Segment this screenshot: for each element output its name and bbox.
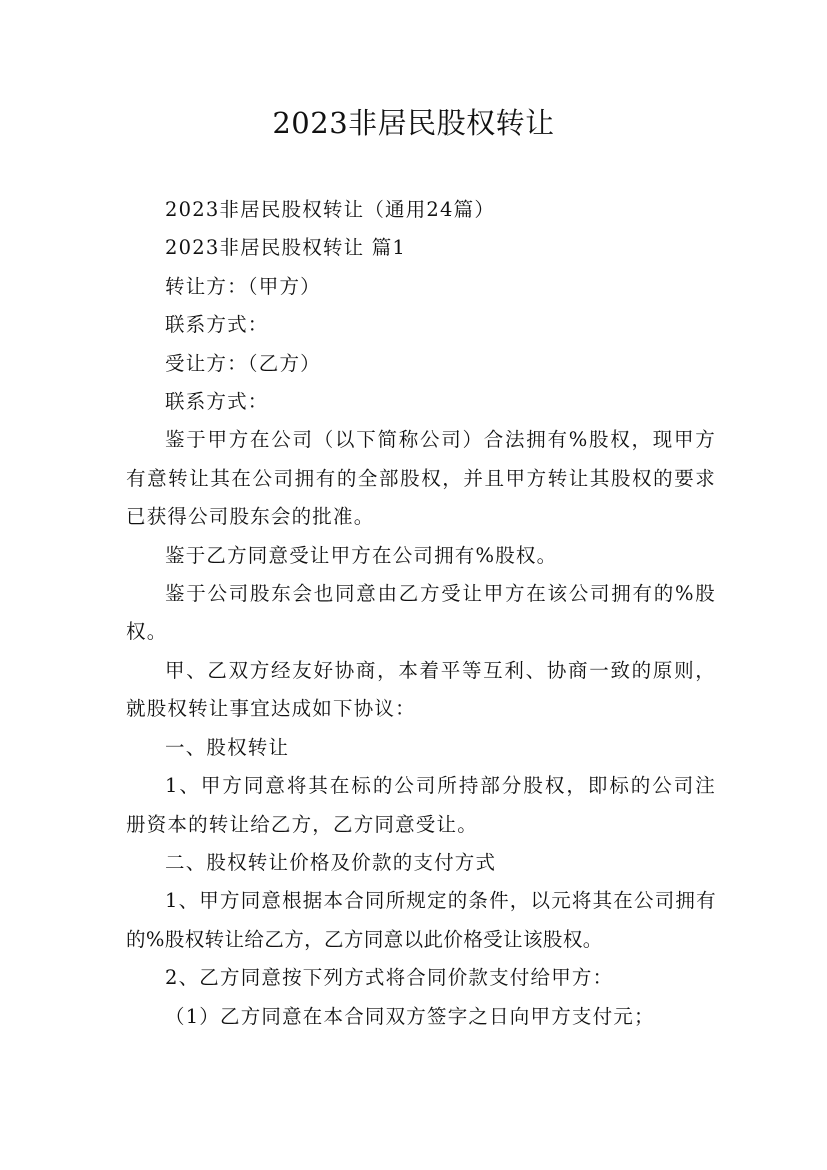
paragraph: 转让方：（甲方） xyxy=(165,274,321,298)
paragraph: 联系方式： xyxy=(165,313,269,337)
paragraph: （1）乙方同意在本合同双方签字之日向甲方支付元； xyxy=(165,1004,655,1028)
document-title: 2023非居民股权转让 xyxy=(272,106,555,140)
paragraph: 一、股权转让 xyxy=(165,735,290,759)
paragraph: 鉴于甲方在公司（以下简称公司）合法拥有%股权，现甲方有意转让其在公司拥有的全部股权，并且甲方转让其股权的要求已获得公司股东会的批准。 xyxy=(126,428,716,529)
paragraph: 2023非居民股权转让 篇1 xyxy=(165,236,407,260)
paragraph: 2、乙方同意按下列方式将合同价款支付给甲方： xyxy=(165,966,614,990)
paragraph: 1、甲方同意将其在标的公司所持部分股权，即标的公司注册资本的转让给乙方，乙方同意受让。 xyxy=(126,774,716,836)
document-body xyxy=(126,191,716,1036)
paragraph: 鉴于公司股东会也同意由乙方受让甲方在该公司拥有的%股权。 xyxy=(126,582,716,644)
paragraph: 甲、乙双方经友好协商，本着平等互利、协商一致的原则，就股权转让事宜达成如下协议： xyxy=(126,658,716,721)
paragraph: 1、甲方同意根据本合同所规定的条件，以元将其在公司拥有的%股权转让给乙方，乙方同意以此价格受让该股权。 xyxy=(126,889,716,951)
paragraph: 二、股权转让价格及价款的支付方式 xyxy=(165,850,497,874)
paragraph: 联系方式： xyxy=(165,390,269,414)
paragraph: 受让方：（乙方） xyxy=(165,351,321,375)
paragraph: 2023非居民股权转让（通用24篇） xyxy=(165,198,496,221)
paragraph: 鉴于乙方同意受让甲方在公司拥有%股权。 xyxy=(165,543,558,567)
